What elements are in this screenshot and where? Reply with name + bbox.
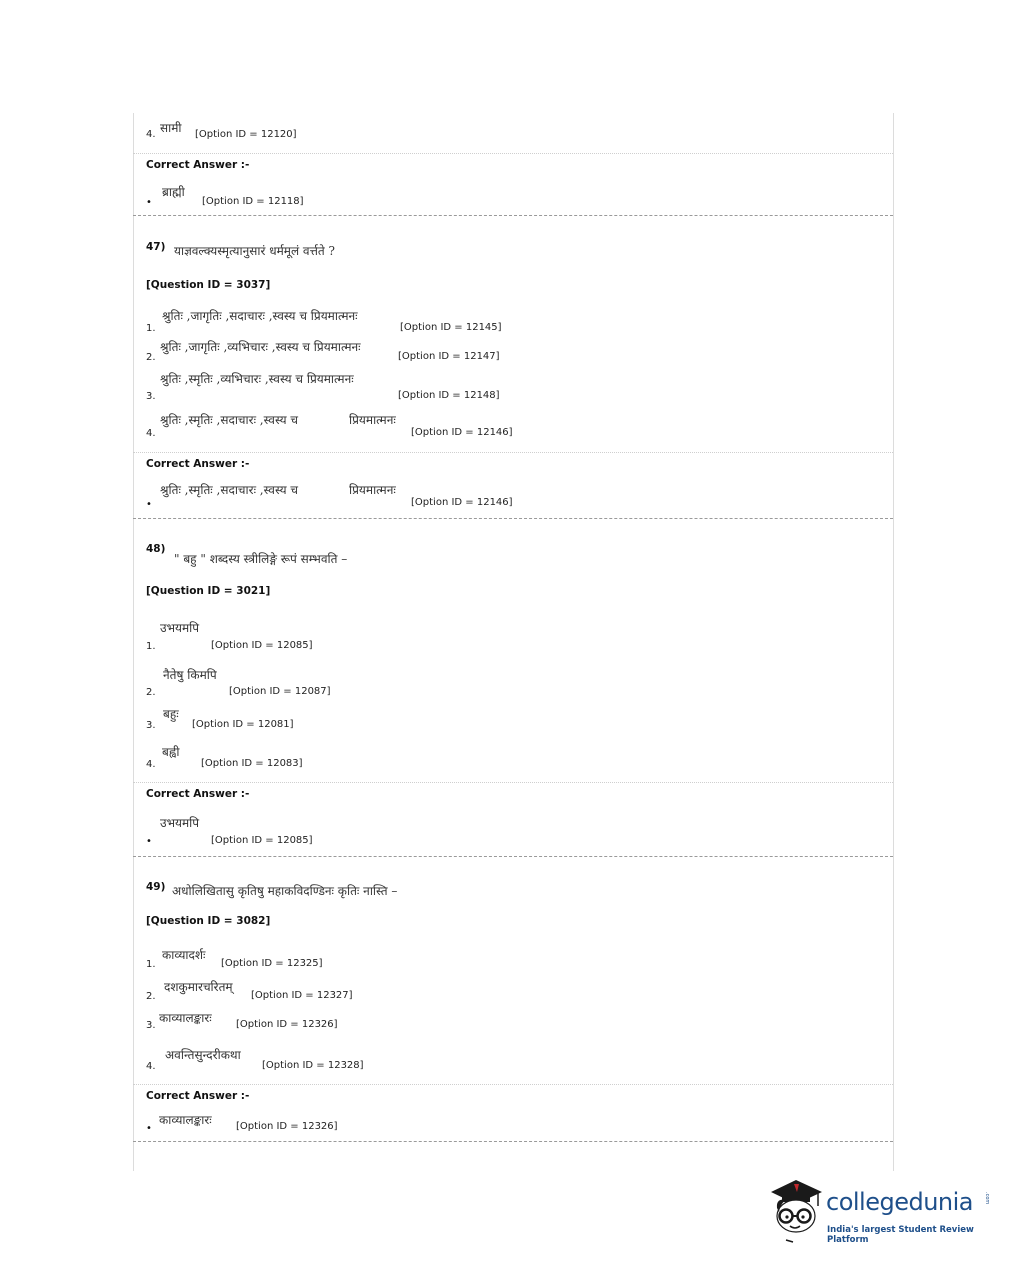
collegedunia-logo (766, 1178, 994, 1248)
divider (133, 153, 893, 154)
question-number: 47) (146, 241, 166, 253)
option-text: काव्यादर्शः (162, 948, 206, 962)
option-id: [Option ID = 12146] (411, 427, 513, 438)
option-text: नैतेषु किमपि (163, 668, 217, 682)
option-text: काव्यालङ्कारः (159, 1011, 212, 1025)
option-number: 3. (146, 1020, 156, 1031)
option-number: 1. (146, 641, 156, 652)
option-number: 1. (146, 323, 156, 334)
answer-bullet: • (146, 836, 152, 847)
option-number: 4. (146, 1061, 156, 1072)
option-id: [Option ID = 12326] (236, 1019, 338, 1030)
question-separator (133, 856, 893, 857)
correct-answer-label: Correct Answer :- (146, 458, 250, 470)
option-text: बहुः (163, 707, 179, 721)
answer-text: काव्यालङ्कारः (159, 1113, 212, 1127)
brand-suffix: .com (984, 1192, 990, 1205)
option-id: [Option ID = 12087] (229, 686, 331, 697)
option-text: श्रुतिः ,स्मृतिः ,सदाचारः ,स्वस्य च (160, 413, 299, 427)
answer-text: उभयमपि (160, 816, 200, 830)
option-text: बह्वी (162, 745, 180, 759)
question-text: " बहु " शब्दस्य स्त्रीलिङ्गे रूपं सम्भवति – (174, 552, 348, 566)
option-id: [Option ID = 12085] (211, 640, 313, 651)
option-number: 4. (146, 759, 156, 770)
answer-text-tail: प्रियमात्मनः (349, 483, 396, 497)
answer-text: ब्राह्मी (162, 185, 185, 199)
option-id: [Option ID = 12120] (195, 129, 297, 140)
divider (133, 452, 893, 453)
option-text: सामी (160, 121, 182, 135)
correct-answer-label: Correct Answer :- (146, 1090, 250, 1102)
question-separator (133, 215, 893, 216)
brand-tagline: India's largest Student Review Platform (827, 1225, 974, 1245)
question-text: याज्ञवल्क्यस्मृत्यानुसारं धर्ममूलं वर्त्तते ? (174, 244, 335, 258)
answer-option-id: [Option ID = 12118] (202, 196, 304, 207)
correct-answer-label: Correct Answer :- (146, 788, 250, 800)
question-number: 49) (146, 881, 166, 893)
correct-answer-label: Correct Answer :- (146, 159, 250, 171)
option-id: [Option ID = 12148] (398, 390, 500, 401)
answer-option-id: [Option ID = 12326] (236, 1121, 338, 1132)
option-text: श्रुतिः ,जागृतिः ,सदाचारः ,स्वस्य च प्रियमात्मनः (162, 309, 358, 323)
option-text: श्रुतिः ,जागृतिः ,व्यभिचारः ,स्वस्य च प्रियमात्मनः (160, 340, 361, 354)
option-text: उभयमपि (160, 621, 200, 635)
option-number: 2. (146, 991, 156, 1002)
answer-bullet: • (146, 499, 152, 510)
option-number: 4. (146, 428, 156, 439)
option-id: [Option ID = 12083] (201, 758, 303, 769)
question-text: अधोलिखितासु कृतिषु महाकविदण्डिनः कृतिः नास्ति – (172, 884, 398, 898)
question-id: [Question ID = 3082] (146, 915, 271, 927)
brand-wordmark: collegedunia (826, 1188, 974, 1216)
option-id: [Option ID = 12328] (262, 1060, 364, 1071)
option-id: [Option ID = 12325] (221, 958, 323, 969)
answer-text: श्रुतिः ,स्मृतिः ,सदाचारः ,स्वस्य च (160, 483, 299, 497)
answer-option-id: [Option ID = 12146] (411, 497, 513, 508)
answer-bullet: • (146, 197, 152, 208)
option-id: [Option ID = 12327] (251, 990, 353, 1001)
option-text: दशकुमारचरितम् (164, 980, 233, 994)
option-id: [Option ID = 12145] (400, 322, 502, 333)
mascot-icon (766, 1178, 826, 1248)
option-text: श्रुतिः ,स्मृतिः ,व्यभिचारः ,स्वस्य च प्रियमात्मनः (160, 372, 354, 386)
option-number: 4. (146, 129, 156, 140)
divider (133, 782, 893, 783)
option-number: 1. (146, 959, 156, 970)
question-id: [Question ID = 3037] (146, 279, 271, 291)
option-number: 2. (146, 687, 156, 698)
answer-option-id: [Option ID = 12085] (211, 835, 313, 846)
question-separator (133, 518, 893, 519)
option-id: [Option ID = 12147] (398, 351, 500, 362)
question-separator (133, 1141, 893, 1142)
option-number: 3. (146, 720, 156, 731)
answer-bullet: • (146, 1123, 152, 1134)
option-number: 3. (146, 391, 156, 402)
option-number: 2. (146, 352, 156, 363)
question-number: 48) (146, 543, 166, 555)
divider (133, 1084, 893, 1085)
option-text: अवन्तिसुन्दरीकथा (165, 1048, 241, 1062)
option-text-tail: प्रियमात्मनः (349, 413, 396, 427)
option-id: [Option ID = 12081] (192, 719, 294, 730)
question-id: [Question ID = 3021] (146, 585, 271, 597)
